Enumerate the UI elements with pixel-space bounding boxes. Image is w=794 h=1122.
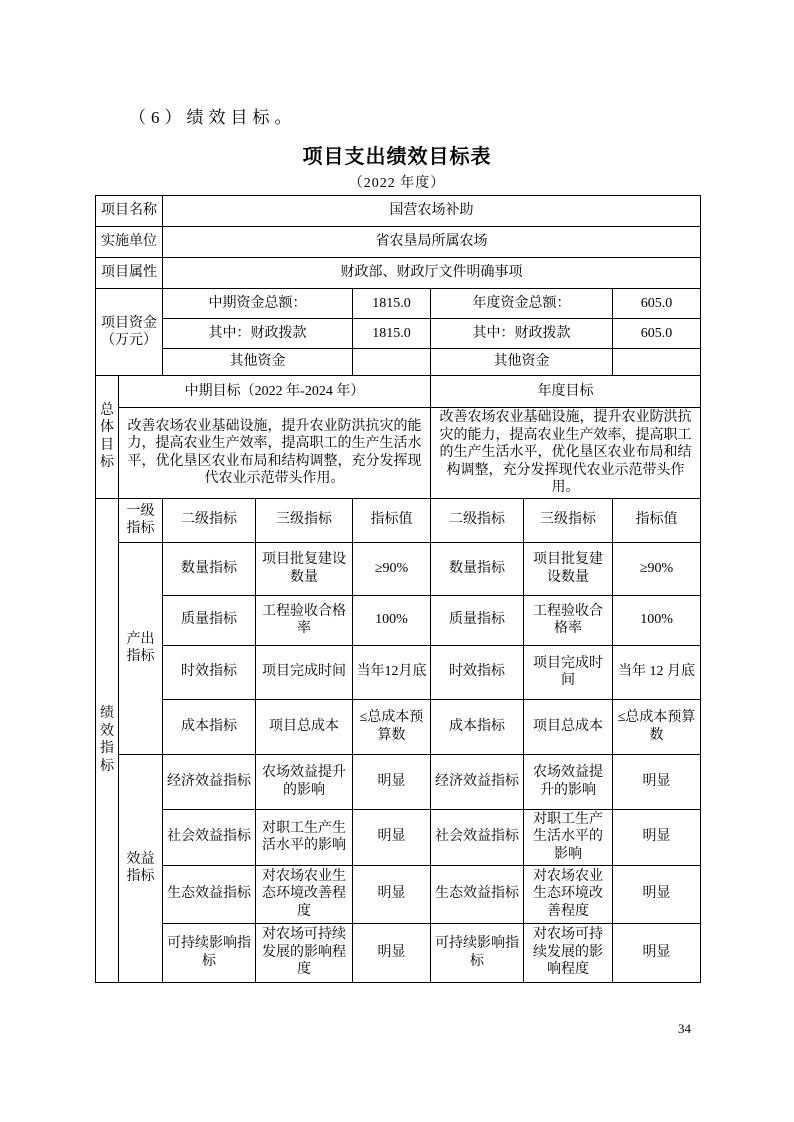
indicator-value-mid: 明显: [353, 865, 431, 923]
indicator-l3-year: 项目批复建设数量: [524, 542, 613, 595]
mid-other-label: 其他资金: [163, 349, 353, 376]
project-attribute-value: 财政部、财政厅文件明确事项: [163, 258, 701, 289]
table-row: [96, 865, 701, 923]
indicator-l2-mid: 社会效益指标: [163, 809, 256, 865]
indicator-l3-mid: 项目总成本: [256, 699, 353, 754]
table-row: [96, 699, 701, 754]
indicator-l3-year: 项目总成本: [524, 699, 613, 754]
header-level1: 一级指标: [119, 498, 163, 542]
mid-total-label: 中期资金总额：: [163, 289, 353, 319]
table-row: [96, 542, 701, 595]
mid-fiscal-value: 1815.0: [353, 319, 431, 349]
year-goal-header: 年度目标: [431, 376, 701, 408]
indicator-l3-mid: 对农场农业生态环境改善程度: [256, 865, 353, 923]
implementing-unit-label: 实施单位: [96, 227, 163, 258]
year-total-value: 605.0: [613, 289, 701, 319]
indicator-value-year: 当年 12 月底: [613, 645, 701, 699]
performance-target-table: [95, 195, 701, 983]
indicator-l2-year: 经济效益指标: [431, 754, 524, 809]
section-heading: （6）绩效目标。: [129, 108, 297, 127]
indicator-value-year: 明显: [613, 809, 701, 865]
project-name-value: 国营农场补助: [163, 196, 701, 227]
mid-goal-text: 改善农场农业基础设施，提升农业防洪抗灾的能力，提高农业生产效率，提高职工的生产生活水平，优化垦区农业布局和结构调整，充分发挥现代农业示范带头作用。: [119, 408, 431, 499]
mid-fiscal-label: 其中：财政拨款: [163, 319, 353, 349]
indicator-l2-year: 生态效益指标: [431, 865, 524, 923]
table-subtitle: （2022 年度）: [348, 176, 446, 191]
indicator-value-year: 明显: [613, 754, 701, 809]
mid-other-value: [353, 349, 431, 376]
indicator-value-mid: 当年12月底: [353, 645, 431, 699]
header-value-year: 指标值: [613, 498, 701, 542]
indicator-l2-mid: 质量指标: [163, 595, 256, 645]
indicator-value-mid: ≤总成本预算数: [353, 699, 431, 754]
year-total-label: 年度资金总额：: [431, 289, 613, 319]
header-level2-year: 二级指标: [431, 498, 524, 542]
table-row: [96, 754, 701, 809]
table-row: [96, 923, 701, 982]
header-level3-mid: 三级指标: [256, 498, 353, 542]
project-name-label: 项目名称: [96, 196, 163, 227]
performance-indicator-label: 绩效指标: [96, 498, 119, 982]
indicator-value-mid: 明显: [353, 923, 431, 982]
indicator-l3-mid: 项目批复建设数量: [256, 542, 353, 595]
header-level2-mid: 二级指标: [163, 498, 256, 542]
indicator-value-year: 明显: [613, 923, 701, 982]
table-row: [96, 289, 701, 319]
indicator-l2-mid: 可持续影响指标: [163, 923, 256, 982]
table-row: [96, 645, 701, 699]
indicator-l3-year: 项目完成时间: [524, 645, 613, 699]
page-number: 34: [678, 1021, 691, 1036]
indicator-l3-mid: 对农场可持续发展的影响程度: [256, 923, 353, 982]
table-row: [96, 408, 701, 499]
table-row: [96, 376, 701, 408]
implementing-unit-value: 省农垦局所属农场: [163, 227, 701, 258]
table-row: [96, 809, 701, 865]
indicator-l3-year: 对农场可持续发展的影响程度: [524, 923, 613, 982]
header-value-mid: 指标值: [353, 498, 431, 542]
indicator-value-year: 100%: [613, 595, 701, 645]
table-row: [96, 196, 701, 227]
indicator-l3-year: 工程验收合格率: [524, 595, 613, 645]
indicator-value-mid: 明显: [353, 809, 431, 865]
indicator-l3-year: 对职工生产生活水平的影响: [524, 809, 613, 865]
indicator-l2-mid: 生态效益指标: [163, 865, 256, 923]
indicator-value-mid: 100%: [353, 595, 431, 645]
table-title: 项目支出绩效目标表: [302, 146, 492, 168]
group-benefit-label: 效益指标: [119, 754, 163, 982]
group-output-label: 产出指标: [119, 542, 163, 754]
year-goal-text: 改善农场农业基础设施，提升农业防洪抗灾的能力，提高农业生产效率，提高职工的生产生活水平，优化垦区农业布局和结构调整，充分发挥现代农业示范带头作用。: [431, 408, 701, 499]
overall-goal-label: 总体目标: [96, 376, 119, 499]
indicator-l2-year: 数量指标: [431, 542, 524, 595]
year-other-value: [613, 349, 701, 376]
indicator-l3-year: 农场效益提升的影响: [524, 754, 613, 809]
project-attribute-label: 项目属性: [96, 258, 163, 289]
indicator-l2-year: 质量指标: [431, 595, 524, 645]
table-row: [96, 227, 701, 258]
indicator-value-mid: ≥90%: [353, 542, 431, 595]
indicator-l3-mid: 工程验收合格率: [256, 595, 353, 645]
indicator-l2-mid: 成本指标: [163, 699, 256, 754]
indicator-l2-mid: 数量指标: [163, 542, 256, 595]
indicator-l2-mid: 时效指标: [163, 645, 256, 699]
table-row: [96, 349, 701, 376]
indicator-value-year: 明显: [613, 865, 701, 923]
table-row: [96, 498, 701, 542]
indicator-l3-mid: 农场效益提升的影响: [256, 754, 353, 809]
table-row: [96, 258, 701, 289]
indicator-l2-year: 可持续影响指标: [431, 923, 524, 982]
table-row: [96, 319, 701, 349]
indicator-l3-mid: 对职工生产生活水平的影响: [256, 809, 353, 865]
indicator-l2-mid: 经济效益指标: [163, 754, 256, 809]
year-fiscal-label: 其中：财政拨款: [431, 319, 613, 349]
indicator-l3-mid: 项目完成时间: [256, 645, 353, 699]
indicator-value-year: ≥90%: [613, 542, 701, 595]
project-funds-label: 项目资金（万元）: [96, 289, 163, 376]
header-level3-year: 三级指标: [524, 498, 613, 542]
indicator-value-mid: 明显: [353, 754, 431, 809]
mid-goal-header: 中期目标（2022 年-2024 年）: [119, 376, 431, 408]
indicator-l2-year: 成本指标: [431, 699, 524, 754]
table-row: [96, 595, 701, 645]
indicator-l2-year: 时效指标: [431, 645, 524, 699]
year-fiscal-value: 605.0: [613, 319, 701, 349]
mid-total-value: 1815.0: [353, 289, 431, 319]
indicator-l3-year: 对农场农业生态环境改善程度: [524, 865, 613, 923]
indicator-value-year: ≤总成本预算数: [613, 699, 701, 754]
year-other-label: 其他资金: [431, 349, 613, 376]
indicator-l2-year: 社会效益指标: [431, 809, 524, 865]
